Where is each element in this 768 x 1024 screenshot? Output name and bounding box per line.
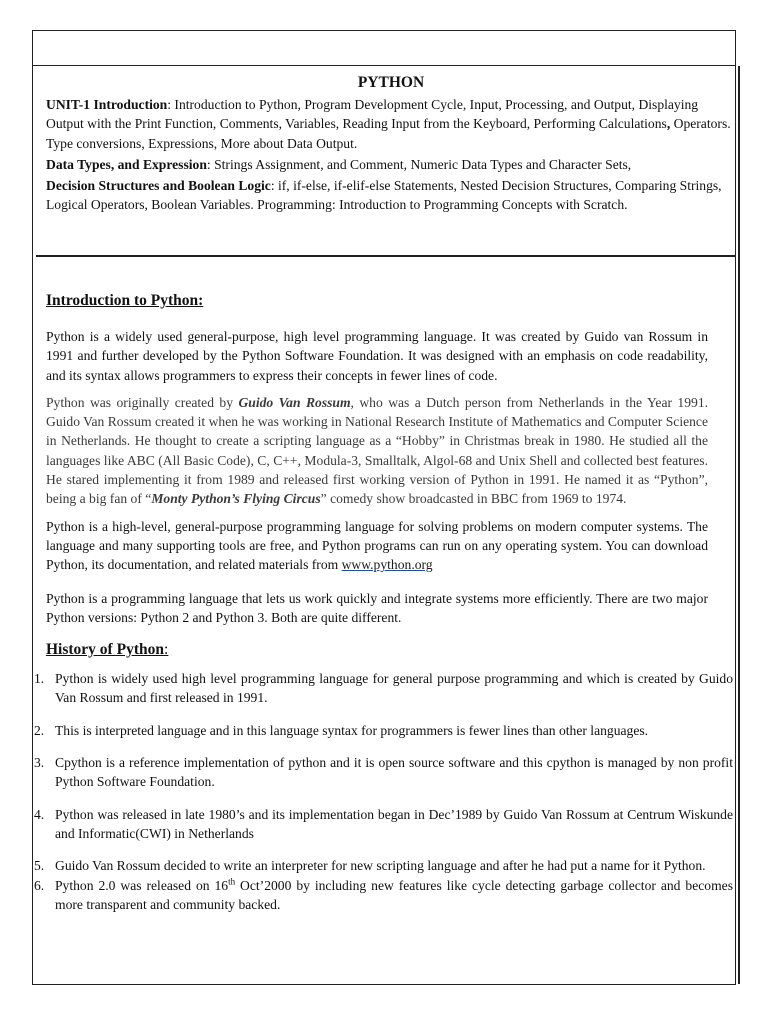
syllabus-divider [36, 255, 736, 257]
show-name: Monty Python’s Flying Circus [151, 491, 321, 507]
intro-p2-start: Python was originally created by [46, 394, 239, 410]
intro-p2-middle: , who was a Dutch person from Netherlands in the Year 1991. Guido Van Rossum created it when he was working in National Research Institute of Mathematics and Computer Science in Netherlands. He thought to create a scripting language as a “Hobby” in Christmas break in 1980. He studied all the languages like ABC (All Basic Code), C, C++, Modula-3, Smalltalk, Algol-68 and Unix Shell and collected best features. He stared implementing it from 1989 and released first working version of Python in 1991. He named it as “Python”, being a big fan of “ [46, 394, 709, 507]
intro-p3-text: Python is a high-level, general-purpose programming language for solving problems on modern computer systems. The language and many supporting tools are free, and Python programs can run on any operating system. You can download Python, its documentation, and related materials from [46, 518, 708, 573]
history-heading-text: History of Python [46, 641, 164, 659]
history-item-number: 3. [34, 755, 45, 771]
python-website-link[interactable]: www.python.org [341, 557, 433, 573]
history-item-5 [34, 856, 733, 875]
history-item-number: 6. [34, 877, 45, 893]
syllabus-title: PYTHON [357, 74, 425, 91]
intro-paragraph-3 [46, 517, 708, 575]
history-item-3 [34, 753, 733, 792]
ordinal-suffix: th [228, 876, 236, 886]
creator-name: Guido Van Rossum [238, 394, 351, 410]
main-content [34, 290, 733, 914]
history-item-6-start: Python 2.0 was released on 16 [55, 877, 229, 893]
history-heading [46, 639, 708, 661]
history-item-6-end: Oct’2000 by including new features like cycle detecting garbage collector and becomes more transparent and community backed. [55, 877, 733, 912]
intro-heading: Introduction to Python: [46, 292, 204, 309]
history-item-number: 5. [34, 858, 45, 874]
history-item-text: Python was released in late 1980’s and its implementation began in Dec’1989 by Guido Van Rossum at Centrum Wiskunde and Informatic(CWI) in Netherlands [55, 806, 733, 841]
history-item-text: This is interpreted language and in this language syntax for programmers is fewer lines than other languages. [55, 722, 649, 738]
unit1-label: UNIT-1 Introduction [46, 97, 168, 112]
syllabus-block [46, 72, 736, 217]
decision-label: Decision Structures and Boolean Logic [46, 178, 271, 194]
intro-p2-end: ” comedy show broadcasted in BBC from 1969 to 1974. [320, 491, 627, 507]
datatypes-text: : Strings Assignment, and Comment, Numeric Data Types and Character Sets, [206, 156, 632, 172]
history-item-number: 2. [34, 722, 45, 738]
history-item-1 [34, 669, 733, 708]
history-item-2 [34, 721, 733, 740]
history-item-number: 1. [34, 671, 45, 687]
history-item-text: Python is widely used high level programming language for general purpose programming and which is created by Guido Van Rossum and first released in 1991. [55, 671, 733, 706]
decision-paragraph [46, 176, 736, 215]
history-heading-colon: : [163, 641, 169, 659]
history-item-6 [34, 876, 733, 915]
history-list [34, 669, 733, 914]
intro-paragraph-2 [46, 393, 708, 509]
history-item-number: 4. [34, 806, 45, 822]
header-band [32, 30, 736, 66]
history-item-4 [34, 805, 733, 844]
unit1-text-continued: Operators. Type conversions, Expressions, More about Data Output. [46, 116, 731, 151]
intro-paragraph-4: Python is a programming language that lets us work quickly and integrate systems more efficiently. There are two major Python versions: Python 2 and Python 3. Both are quite different. [46, 590, 708, 625]
datatypes-label: Data Types, and Expression [46, 156, 207, 172]
intro-paragraph-1: Python is a widely used general-purpose, high level programming language. It was created by Guido van Rossum in 1991 and further developed by the Python Software Foundation. It was designed with an emphasis on code readability, and its syntax allows programmers to express their concepts in fewer lines of code. [46, 329, 708, 383]
unit1-paragraph [46, 95, 736, 153]
datatypes-paragraph [46, 155, 736, 174]
right-border-rule [738, 66, 740, 984]
unit1-text: : Introduction to Python, Program Development Cycle, Input, Processing, and Output, Displaying Output with the Print Function, Comments, Variables, Reading Input from the Keyboard, Performing Calculations [46, 97, 699, 132]
unit1-comma: , [666, 116, 671, 132]
history-item-text: Cpython is a reference implementation of python and it is open source software and this cpython is managed by non profit Python Software Foundation. [55, 755, 733, 790]
history-item-text: Guido Van Rossum decided to write an interpreter for new scripting language and after he had put a name for it Python. [55, 858, 706, 874]
decision-text: : if, if-else, if-elif-else Statements, Nested Decision Structures, Comparing Strings, Logical Operators, Boolean Variables. Programming: Introduction to Programming Concepts with Scratch. [46, 178, 722, 213]
